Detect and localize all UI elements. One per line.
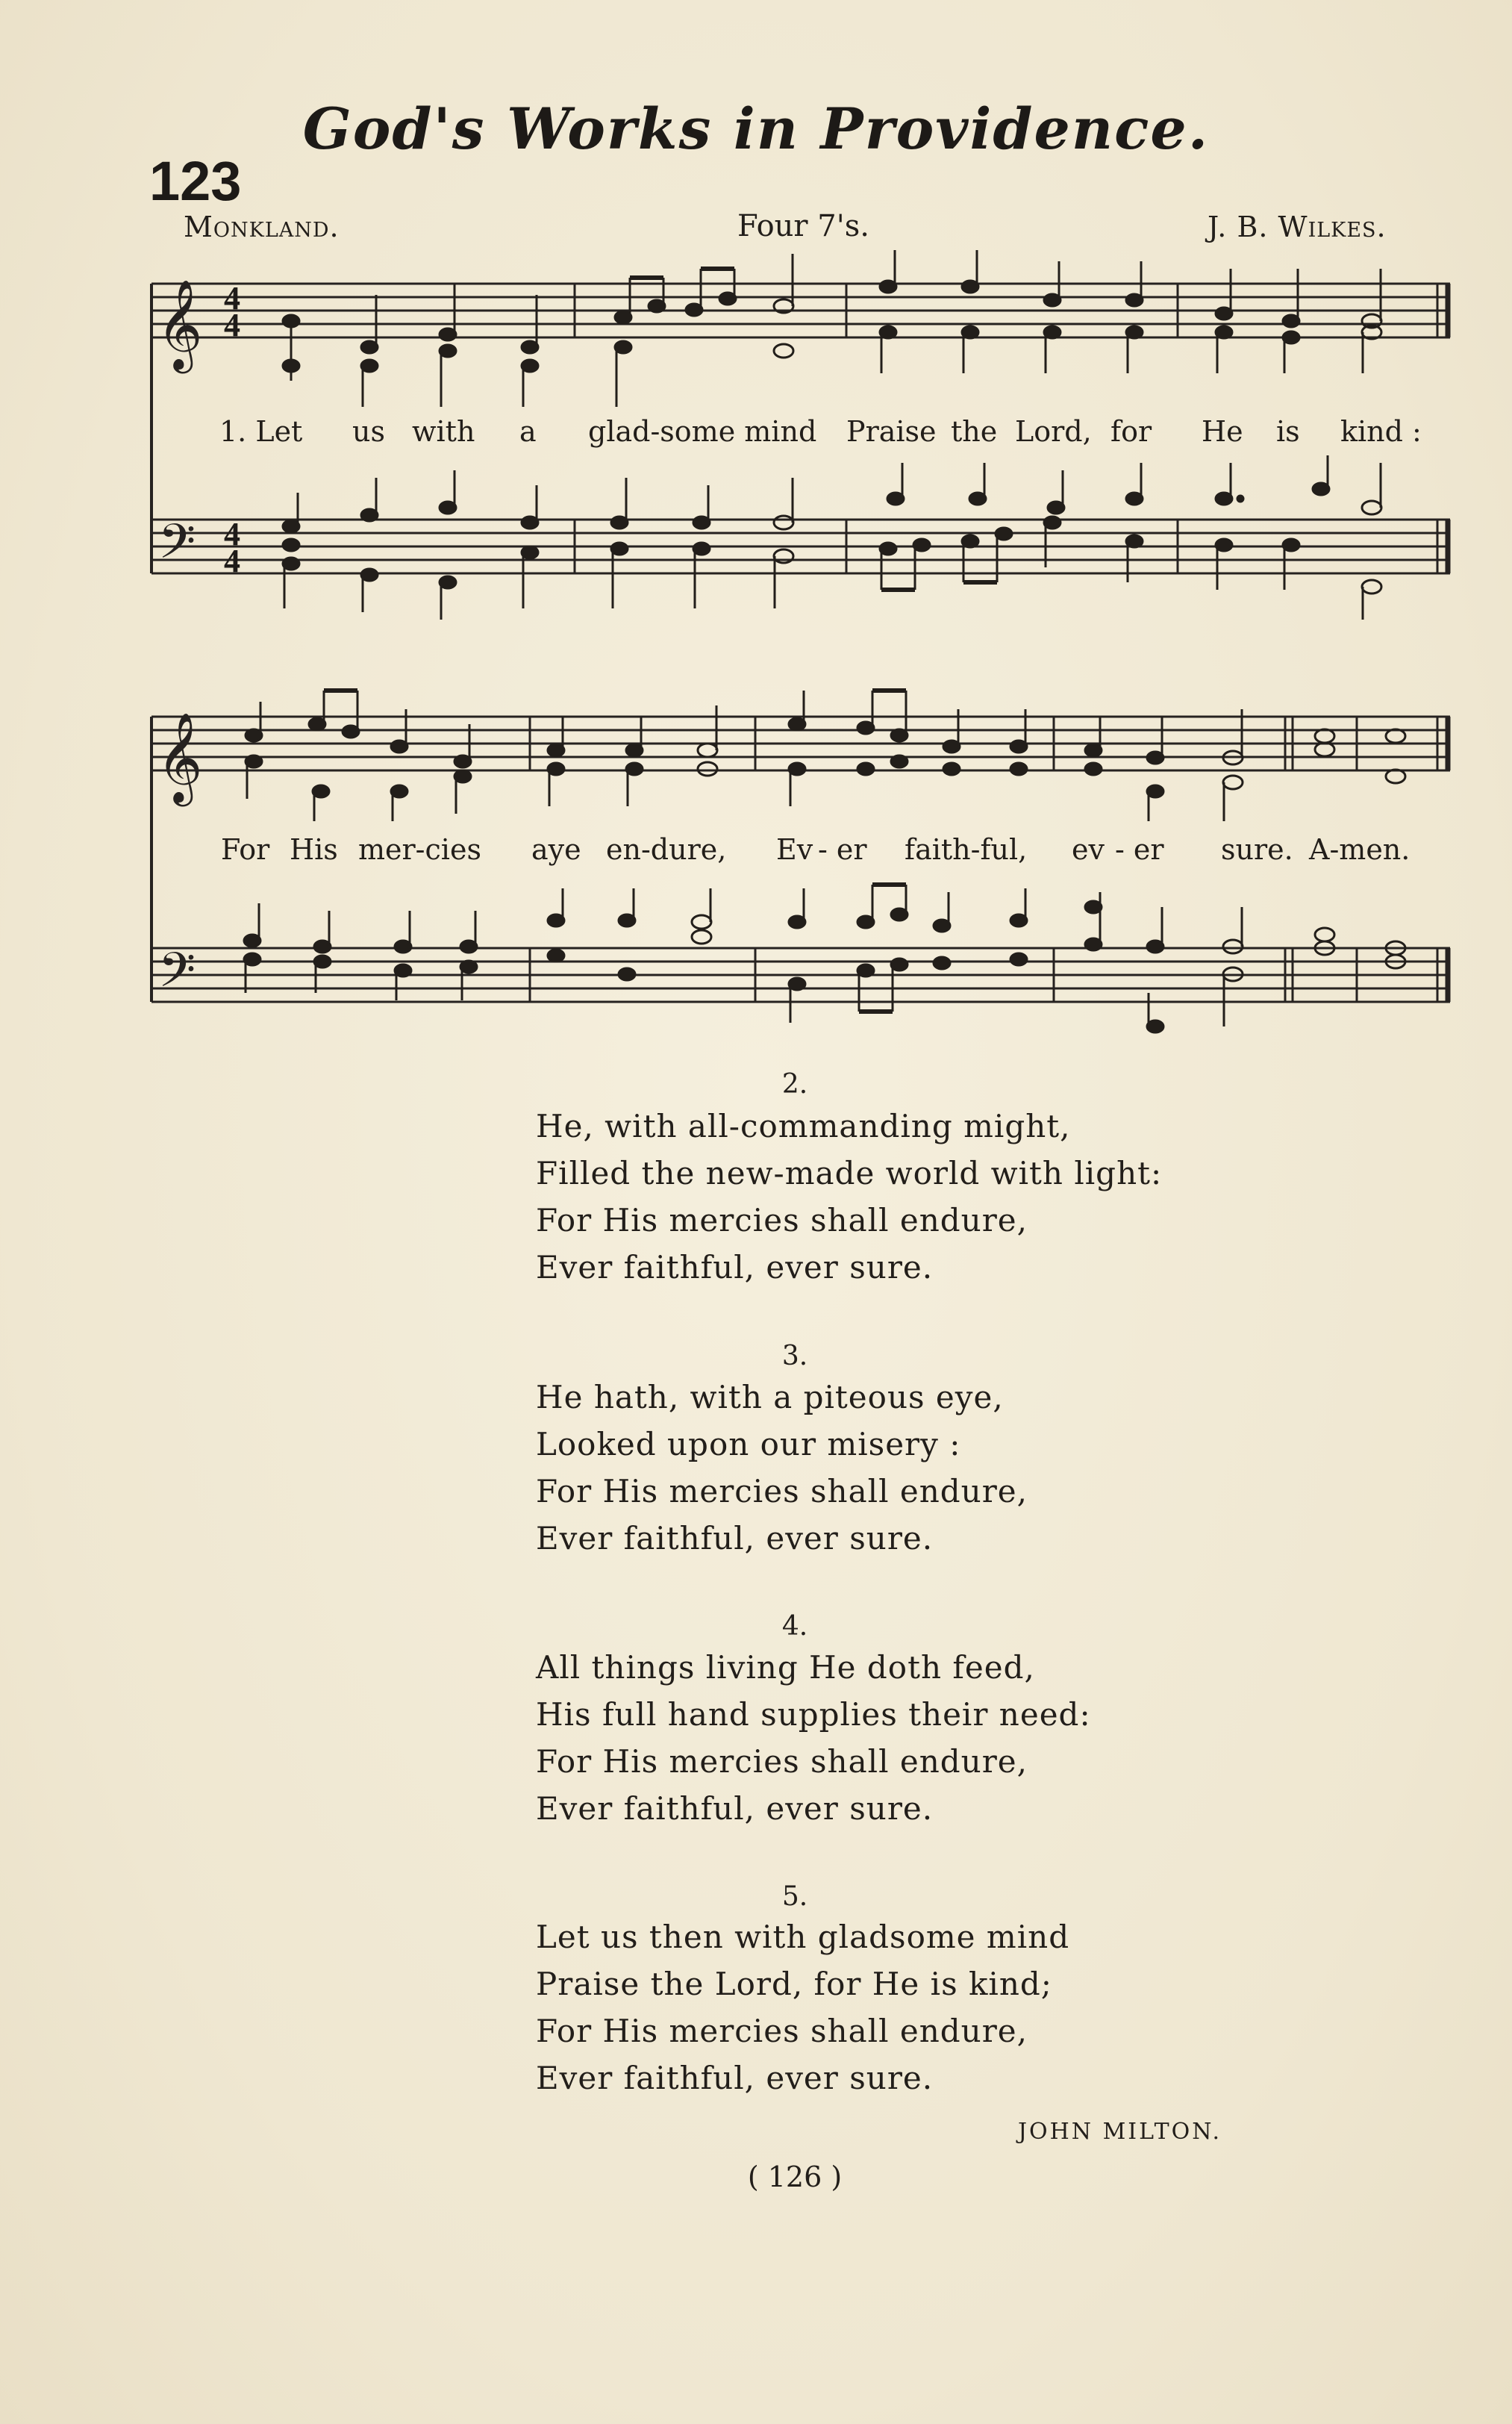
verse-number: 3. [781, 1341, 808, 1371]
verse-line: All things living He doth feed, [536, 1649, 1035, 1686]
lyric-syllable: He [1202, 415, 1243, 448]
lyric-syllable: sure. [1221, 833, 1293, 866]
tune-name: Monkland. [184, 211, 340, 243]
verse-line: For His mercies shall endure, [536, 1202, 1028, 1239]
bass-clef-1: 𝄢 [158, 514, 196, 582]
lyric-syllable: us [352, 415, 385, 448]
verse-number: 2. [781, 1069, 808, 1100]
lyric-syllable: the [951, 415, 998, 448]
verse-line: Ever faithful, ever sure. [536, 2060, 934, 2096]
verse-line: His full hand supplies their need: [536, 1696, 1091, 1733]
time-sig-top-treble: 4 [224, 280, 240, 317]
lyric-syllable: ev [1072, 833, 1105, 866]
lyric-syllable: Lord, [1015, 415, 1092, 448]
music-score [0, 0, 1512, 1045]
page-number: ( 126 ) [747, 2160, 843, 2193]
lyric-syllable: en-dure, [606, 833, 727, 866]
lyric-syllable: for [1110, 415, 1152, 448]
time-sig-bottom-bass: 4 [224, 543, 240, 579]
verse-line: For His mercies shall endure, [536, 2013, 1028, 2049]
verse-line: Looked upon our misery : [536, 1426, 961, 1462]
verse-line: He, with all-commanding might, [536, 1108, 1071, 1144]
verse-line: Ever faithful, ever sure. [536, 1249, 934, 1286]
lyric-syllable: - er [1115, 833, 1164, 866]
composer: J. B. Wilkes. [1208, 211, 1387, 243]
hymn-number: 123 [149, 150, 242, 212]
lyric-syllable: - er [818, 833, 867, 866]
lyric-syllable: glad-some mind [588, 415, 817, 448]
bass-staff-2 [151, 948, 1450, 1002]
lyric-syllable: is [1276, 415, 1300, 448]
verse-line: Praise the Lord, for He is kind; [536, 1966, 1052, 2002]
lyric-syllable: His [290, 833, 338, 866]
lyric-syllable: aye [531, 833, 581, 866]
author-name: JOHN MILTON. [1018, 2119, 1222, 2145]
verse-line: Ever faithful, ever sure. [536, 1520, 934, 1557]
lyric-syllable: 1. Let [219, 415, 303, 448]
verse-number: 5. [781, 1881, 808, 1912]
time-sig-bottom-treble: 4 [224, 307, 240, 343]
lyric-syllable: a [519, 415, 537, 448]
treble-staff-1 [151, 284, 1450, 337]
verse-number: 4. [781, 1611, 808, 1642]
lyric-syllable: mer-cies [358, 833, 481, 866]
hymn-title: God's Works in Providence. [302, 96, 1210, 162]
treble-clef-2: 𝄞 [157, 711, 203, 803]
verse-line: For His mercies shall endure, [536, 1743, 1028, 1780]
time-sig-top-bass: 4 [224, 516, 240, 552]
treble-clef-1: 𝄞 [157, 278, 203, 370]
bass-clef-2: 𝄢 [158, 943, 196, 1010]
verse-line: Ever faithful, ever sure. [536, 1790, 934, 1827]
verse-line: For His mercies shall endure, [536, 1473, 1028, 1509]
lyric-syllable: faith-ful, [905, 833, 1028, 866]
lyric-syllable: Ev [776, 833, 813, 866]
lyric-syllable: kind : [1340, 415, 1422, 448]
meter: Four 7's. [737, 209, 869, 243]
lyric-syllable: Praise [846, 415, 937, 448]
verse-line: Filled the new-made world with light: [536, 1155, 1163, 1191]
lyric-syllable: A-men. [1309, 833, 1411, 866]
lyric-syllable: with [412, 415, 475, 448]
verse-line: Let us then with gladsome mind [536, 1919, 1070, 1955]
verse-line: He hath, with a piteous eye, [536, 1379, 1004, 1415]
bass-staff-1 [151, 520, 1450, 573]
lyric-syllable: For [221, 833, 270, 866]
